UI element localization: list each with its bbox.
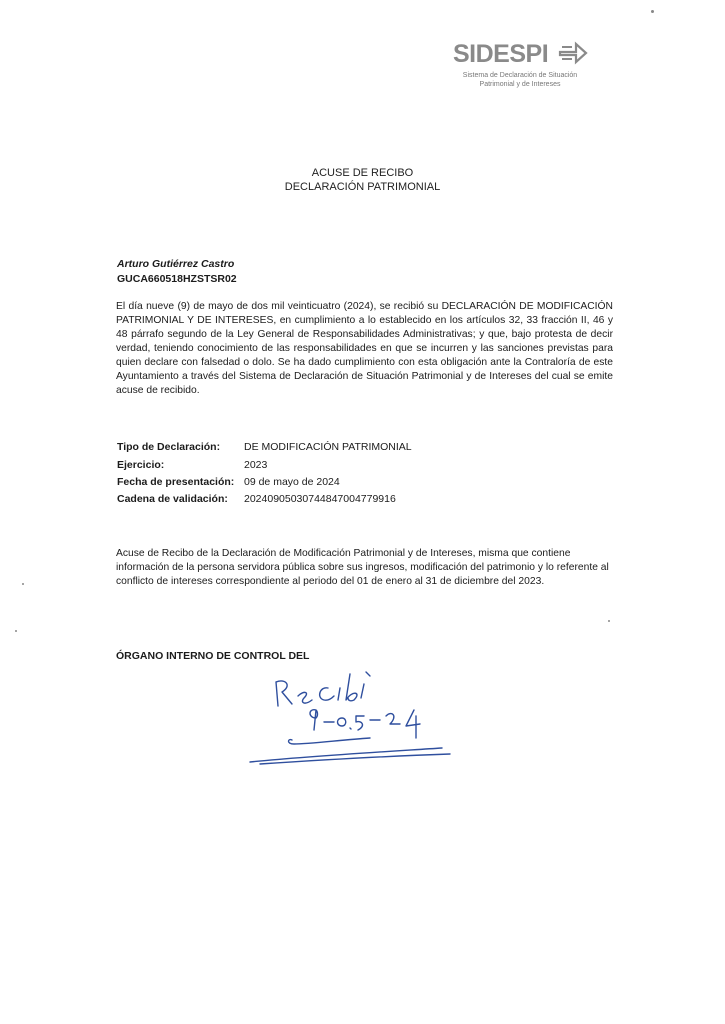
scan-speck xyxy=(15,630,17,632)
detail-label: Tipo de Declaración: xyxy=(117,441,221,453)
logo-wordmark: SIDESPI xyxy=(453,40,549,68)
declarant-curp: GUCA660518HZSTSR02 xyxy=(117,273,237,285)
detail-value: 2023 xyxy=(244,459,268,471)
summary-paragraph: Acuse de Recibo de la Declaración de Modificación Patrimonial y de Intereses, misma que contiene información de la persona servidora pública sobre sus ingresos, modificación del patrimonio y lo referente al conflicto de intereses correspondiente al periodo del 01 de enero al 31 de diciembre del 2023. xyxy=(116,548,609,587)
detail-label: Cadena de validación: xyxy=(117,493,228,505)
detail-value: 20240905030744847004779916 xyxy=(244,493,396,505)
detail-value: 09 de mayo de 2024 xyxy=(244,476,340,488)
logo-subtitle-line1: Sistema de Declaración de Situación xyxy=(462,72,578,79)
document-subtitle: DECLARACIÓN PATRIMONIAL xyxy=(284,181,441,193)
document-title: ACUSE DE RECIBO xyxy=(311,167,414,179)
scan-speck xyxy=(608,620,610,622)
logo-subtitle-line2: Patrimonial y de Intereses xyxy=(479,81,561,88)
scan-speck xyxy=(22,583,24,585)
detail-label: Ejercicio: xyxy=(117,459,165,471)
sidespi-logo xyxy=(440,34,600,96)
handwritten-receipt-signature xyxy=(230,668,470,778)
arrow-logo-icon xyxy=(558,38,588,68)
declarant-name: Arturo Gutiérrez Castro xyxy=(117,258,235,270)
detail-label: Fecha de presentación: xyxy=(117,476,235,488)
detail-value: DE MODIFICACIÓN PATRIMONIAL xyxy=(244,441,412,453)
receipt-paragraph: El día nueve (9) de mayo de dos mil veinticuatro (2024), se recibió su DECLARACIÓN DE MODIFICACIÓN PATRIMONIAL Y DE INTERESES, en cumplimiento a lo establecido en los artículos 32, 33 fracción II, 46 y 48 párrafo segundo de la Ley General de Responsabilidades Administrativas; y que, bajo protesta de decir verdad, teniendo conocimiento de las responsabilidades en que se incurren y las sanciones previstas para quien declare con falsedad o dolo. Se ha dado cumplimiento con esta obligación ante la Contraloría de este Ayuntamiento a través del Sistema de Declaración de Situación Patrimonial y de Intereses del cual se emite acuse de recibido. xyxy=(116,301,613,396)
organo-heading: ÓRGANO INTERNO DE CONTROL DEL xyxy=(116,650,310,662)
scan-speck xyxy=(651,10,654,13)
